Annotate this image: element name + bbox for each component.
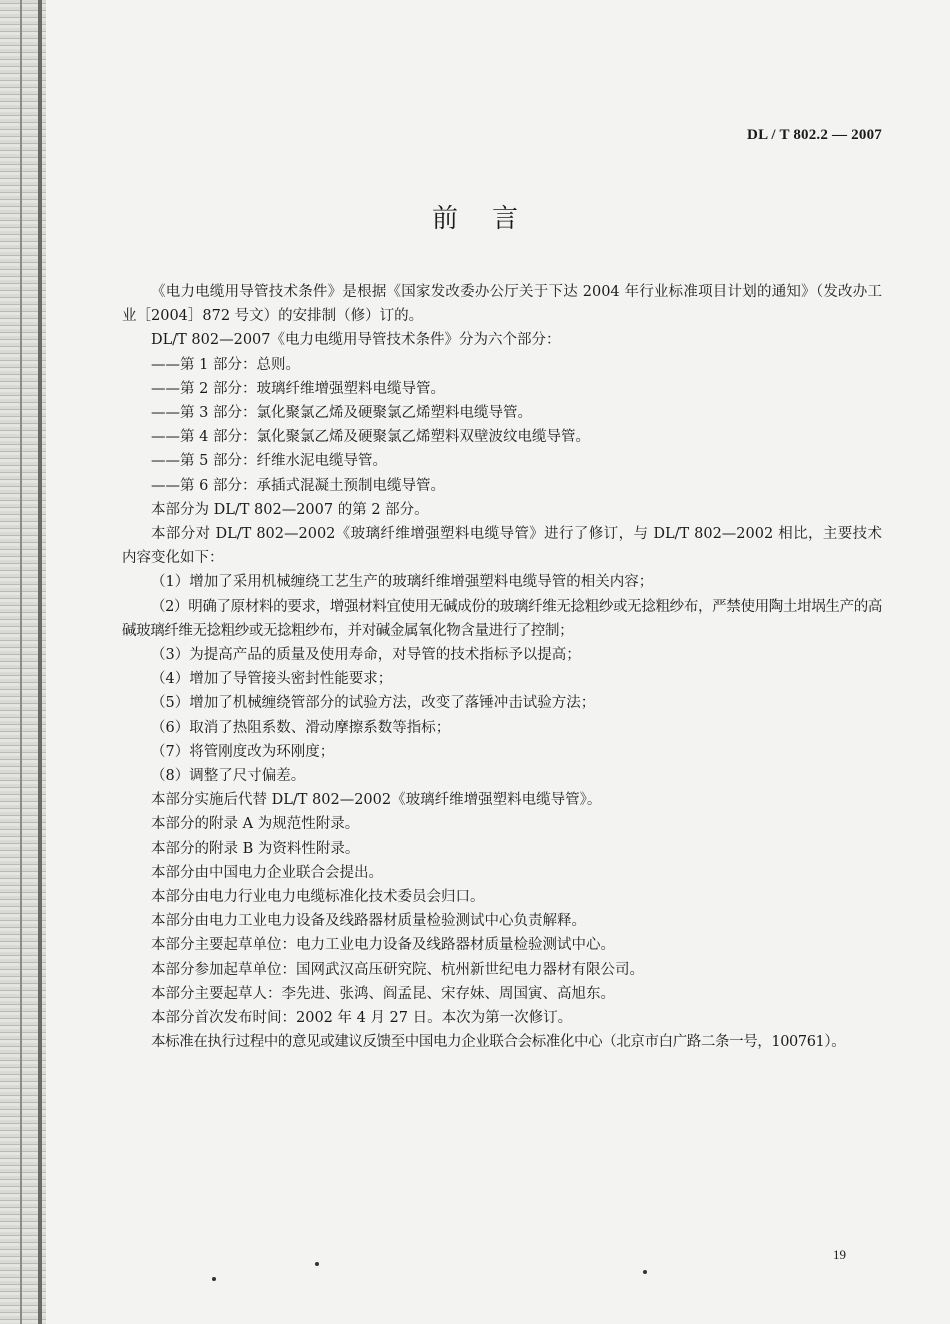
change-item: （2）明确了原材料的要求，增强材料宜使用无碱成份的玻璃纤维无捻粗纱或无捻粗纱布，严禁使用陶土坩埚生产的高碱玻璃纤维无捻粗纱或无捻粗纱布，并对碱金属氧化物含量进行了控制； xyxy=(122,598,882,639)
closing-paragraph: 本部分由电力工业电力设备及线路器材质量检验测试中心负责解释。 xyxy=(151,913,586,930)
scan-speck xyxy=(315,1262,319,1266)
part-item: ——第 3 部分：氯化聚氯乙烯及硬聚氯乙烯塑料电缆导管。 xyxy=(151,405,532,422)
closing-paragraph: 本部分参加起草单位：国网武汉高压研究院、杭州新世纪电力器材有限公司。 xyxy=(151,961,644,978)
change-item: （4）增加了导管接头密封性能要求； xyxy=(151,671,393,688)
part-item: ——第 4 部分：氯化聚氯乙烯及硬聚氯乙烯塑料双壁波纹电缆导管。 xyxy=(151,429,590,446)
page-number: 19 xyxy=(833,1247,846,1262)
change-item: （1）增加了采用机械缠绕工艺生产的玻璃纤维增强塑料电缆导管的相关内容； xyxy=(151,574,654,591)
closing-paragraph: 本部分由中国电力企业联合会提出。 xyxy=(151,864,383,881)
closing-paragraph: 本部分实施后代替 DL/T 802—2002《玻璃纤维增强塑料电缆导管》。 xyxy=(151,792,602,809)
closing-paragraph: 本标准在执行过程中的意见或建议反馈至中国电力企业联合会标准化中心（北京市白广路二条一号，100761）。 xyxy=(151,1034,846,1051)
closing-paragraph: 本部分由电力行业电力电缆标准化技术委员会归口。 xyxy=(151,889,485,906)
part-item: ——第 5 部分：纤维水泥电缆导管。 xyxy=(151,453,387,470)
closing-paragraph: 本部分的附录 A 为规范性附录。 xyxy=(151,816,360,833)
change-item: （7）将管刚度改为环刚度； xyxy=(151,743,335,760)
page-title: 前言 xyxy=(431,204,552,234)
closing-paragraph: 本部分首次发布时间：2002 年 4 月 27 日。本次为第一次修订。 xyxy=(151,1010,573,1027)
intro-paragraph: 《电力电缆用导管技术条件》是根据《国家发改委办公厅关于下达 2004 年行业标准项目计划的通知》（发改办工业［2004］872 号文）的安排制（修）订的。 xyxy=(122,284,882,325)
change-item: （6）取消了热阻系数、滑动摩擦系数等指标； xyxy=(151,719,451,736)
part-item: ——第 6 部分：承插式混凝土预制电缆导管。 xyxy=(151,477,445,494)
parts-intro: DL/T 802—2007《电力电缆用导管技术条件》分为六个部分： xyxy=(151,332,561,349)
closing-paragraph: 本部分主要起草单位：电力工业电力设备及线路器材质量检验测试中心。 xyxy=(151,937,615,954)
part-statement: 本部分为 DL/T 802—2007 的第 2 部分。 xyxy=(151,501,429,518)
change-item: （3）为提高产品的质量及使用寿命，对导管的技术指标予以提高； xyxy=(151,647,581,664)
change-item: （8）调整了尺寸偏差。 xyxy=(151,768,306,785)
closing-paragraph: 本部分的附录 B 为资料性附录。 xyxy=(151,840,360,857)
closing-paragraph: 本部分主要起草人：李先进、张鸿、阎孟昆、宋存妹、周国寅、高旭东。 xyxy=(151,985,615,1002)
revision-intro: 本部分对 DL/T 802—2002《玻璃纤维增强塑料电缆导管》进行了修订，与 DL/T 802—2002 相比，主要技术内容变化如下： xyxy=(122,526,882,567)
document-body xyxy=(122,280,882,1055)
part-item: ——第 2 部分：玻璃纤维增强塑料电缆导管。 xyxy=(151,380,445,397)
scan-speck xyxy=(643,1270,647,1274)
scan-speck xyxy=(212,1277,216,1281)
change-item: （5）增加了机械缠绕管部分的试验方法，改变了落锤冲击试验方法； xyxy=(151,695,596,712)
part-item: ——第 1 部分：总则。 xyxy=(151,356,300,373)
document-code: DL / T 802.2 — 2007 xyxy=(747,127,882,143)
